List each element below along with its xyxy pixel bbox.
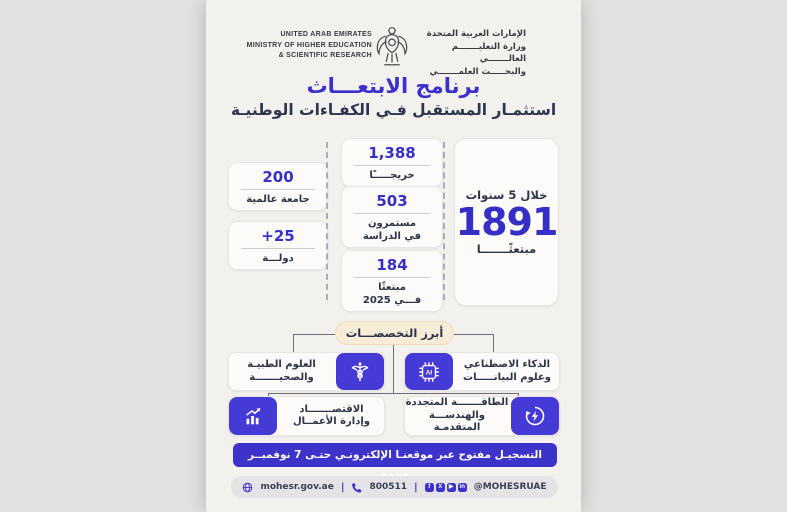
linkedin-icon[interactable]: in — [459, 483, 465, 490]
dashed-separator — [443, 142, 445, 300]
stat-value: 200 — [262, 168, 294, 186]
stat-card-countries — [228, 221, 328, 270]
social-icons — [425, 483, 467, 492]
dashed-separator — [326, 142, 328, 300]
stat-card-scholars-2025 — [341, 250, 443, 312]
spec-label-line1: الذكاء الاصطناعي — [463, 359, 551, 370]
ministry-en-line2: MINISTRY OF HIGHER EDUCATION — [246, 41, 372, 49]
youtube-icon[interactable]: ▶ — [447, 483, 456, 492]
stat-label: دولـــة — [262, 253, 294, 264]
spec-label-line1: العلوم الطبيـة — [247, 359, 316, 370]
divider — [354, 277, 430, 278]
ministry-en-line1: UNITED ARAB EMIRATES — [280, 31, 372, 38]
highlight-caption-top: خلال 5 سنوات — [465, 188, 548, 202]
stat-label-line2: فـــي 2025 — [362, 295, 422, 306]
divider — [241, 189, 315, 190]
spec-label-line2: والصحيـــــــة — [249, 371, 314, 383]
ministry-ar-line3: والبحـــــث العلمـــــــي — [429, 66, 526, 77]
stat-label: جامعة عالمية — [246, 194, 310, 205]
facebook-icon[interactable]: f — [425, 483, 434, 492]
phone-number[interactable]: 800511 — [369, 482, 408, 492]
stat-label: خريجـــــًا — [369, 170, 415, 181]
stat-card-universities — [228, 162, 328, 211]
connector-line — [293, 334, 294, 352]
uae-falcon-emblem-icon — [375, 26, 409, 68]
connector-line — [452, 334, 493, 335]
globe-icon — [242, 482, 253, 493]
stat-value: 25+ — [261, 227, 295, 245]
ministry-name-english — [247, 30, 372, 62]
specializations-badge: أبرز التخصصـــات — [335, 321, 454, 345]
stat-label-line1: مستمرون — [367, 218, 417, 229]
footer-separator: | — [340, 481, 345, 493]
stat-card-graduates — [341, 138, 443, 187]
footer-separator: | — [414, 481, 418, 493]
ministry-en-line3: & SCIENTIFIC RESEARCH — [278, 52, 372, 59]
divider — [354, 165, 430, 166]
spec-label-line1: الطاقـــــــة المتجددة — [405, 397, 509, 409]
spec-label-line2: والهندســـة المتقدمـة — [428, 409, 485, 434]
connector-line — [493, 334, 494, 352]
divider — [241, 248, 315, 249]
renewable-energy-icon — [511, 397, 559, 435]
highlight-caption-bottom: مبتعثًـــــــا — [476, 242, 537, 256]
website-link[interactable]: mohesr.gov.ae — [260, 482, 334, 492]
economy-chart-icon — [229, 397, 277, 435]
stat-value: 184 — [376, 256, 408, 274]
connector-line — [393, 343, 394, 393]
social-handle[interactable]: @MOHESRUAE — [473, 482, 547, 492]
ministry-ar-line1: الإمارات العربية المتحدة — [426, 29, 526, 39]
divider — [354, 213, 430, 214]
stat-value: 503 — [376, 192, 408, 210]
medical-caduceus-icon — [336, 353, 384, 390]
stat-label-line2: في الدراسة — [362, 231, 422, 242]
page-title: برنامج الابتعـــاث — [306, 74, 481, 98]
highlight-value: 1891 — [455, 200, 558, 244]
stat-card-total-scholars — [454, 138, 559, 306]
ministry-name-arabic — [416, 28, 526, 78]
spec-label-line1: الاقتصـــــــاد — [299, 403, 364, 415]
footer-contact-bar — [231, 476, 558, 498]
stat-card-continuing — [341, 186, 443, 248]
spec-label-line2: وعلوم البيانـــــات — [463, 371, 551, 383]
page-subtitle: استثمـار المستقبل فـي الكفـاءات الوطنيـة — [230, 101, 557, 119]
ministry-ar-line2: وزارة التعليـــــــم العالـــــــي — [451, 41, 526, 64]
connector-line — [293, 334, 335, 335]
spec-box-ai — [404, 352, 560, 391]
spec-box-economy — [228, 396, 385, 436]
ministry-infographic-poster — [206, 0, 581, 512]
x-icon[interactable]: X — [436, 483, 445, 492]
ai-chip-icon — [405, 353, 453, 390]
stat-value: 1,388 — [368, 144, 416, 162]
phone-icon — [351, 482, 362, 493]
stat-label-line1: مبتعثًا — [378, 282, 406, 293]
spec-box-energy — [404, 396, 560, 436]
spec-box-medical — [228, 352, 385, 391]
spec-label-line2: وإدارة الأعمــال — [292, 416, 371, 427]
svg-text:AI: AI — [425, 369, 433, 377]
registration-banner: التسجيـل مفتوح عبر موقعنـا الإلكترونـي حتـى 7 نوفمبــر — [233, 443, 557, 467]
connector-line — [268, 393, 518, 394]
